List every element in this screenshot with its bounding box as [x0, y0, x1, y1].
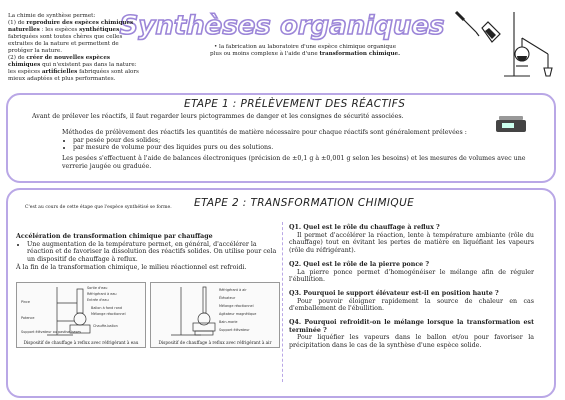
figure-label: Sortie d'eau [87, 286, 108, 290]
list-item: • par pesée pour des solides; [73, 137, 507, 145]
figure-label: Réfrigérant à eau [87, 292, 117, 296]
reflux-water-figure [16, 282, 146, 348]
step2-heading: Accélération de transformation chimique par chauffage [16, 233, 213, 240]
figure-label: Ballon à fond rond [91, 306, 123, 310]
figure-label: Chauffe-ballon [93, 324, 118, 328]
figure-label: Support élévateur [219, 328, 250, 332]
qa-list [289, 224, 534, 350]
list-item: • par mesure de volume pour des liquides purs ou des solutions. [73, 144, 507, 152]
step1-methods [62, 129, 507, 152]
figure-label: Agitateur magnétique [219, 312, 257, 316]
figure-label: Réfrigérant à air [219, 288, 247, 292]
reflux-water-diagram [17, 283, 145, 339]
intro-left [8, 13, 148, 83]
figure-label: Pince [21, 300, 31, 304]
step2-title: ETAPE 2 : TRANSFORMATION CHIMIQUE [190, 197, 418, 209]
intro-line: les espèces artificielles fabriquées sont alors [8, 69, 139, 75]
column-divider [282, 222, 284, 382]
answer: Pour liquéfier les vapeurs dans le ballon et/ou pour favoriser la précipitation dans le cas de la synthèse d'une espèce solide. [289, 334, 534, 350]
intro-line: fabriquées sont toutes ch̃ères que celles [8, 34, 123, 40]
figure-caption: Dispositif de chauffage à reflux avec réfrigérant à eau [23, 340, 139, 345]
figure-caption: Dispositif de chauffage à reflux avec réfrigérant à air [158, 340, 272, 345]
step2-note: C'est au cours de cette étape que l'espèce synthétisé se forme. [25, 205, 172, 210]
step1-measures-text: Les pesées s'effectuent à l'aide de balances électroniques (précision de ±0,1 g à ±0,001 g selon les besoins) et les mesures de volumes avec une [62, 155, 526, 162]
intro-line: protéger la nature. [8, 48, 62, 54]
distillation-apparatus-icon [500, 10, 560, 82]
step1-measures-text: verrerie jaugée ou graduée. [62, 162, 152, 170]
question: Q4. Pourquoi refroidit-on le mélange lorsque la transformation est terminée ? [289, 319, 534, 334]
step2-end-text: À la fin de la transformation chimique, le milieu réactionnel est refroidi. [16, 263, 247, 271]
figure-label: Bain-marie [219, 320, 238, 324]
question: Q1. Quel est le rôle du chauffage à reflux ? [289, 224, 440, 231]
reflux-air-diagram [151, 283, 279, 339]
intro-line: naturelles : les espèces synthétiques [8, 27, 120, 33]
answer: Il permet d'accélérer la réaction, lente à température ambiante (rôle du chauffage) tout en évitant les pertes de matière en liquéfiant les vapeurs (rôle du réfrigérant). [289, 231, 534, 255]
test-tube-pipette-icon [452, 6, 502, 50]
figure-label: Support élévateur ou pastise bases [21, 330, 82, 334]
question: Q3. Pourquoi le support élévateur est-il en position haute ? [289, 289, 499, 297]
figure-label: Potence [21, 316, 35, 320]
intro-line: (1) de reproduire des espèces chimiques [8, 20, 134, 26]
figure-label: Élévateur [219, 296, 236, 300]
answer: La pierre ponce permet d'homogénéiser le mélange afin de réguler l'ébullition. [289, 268, 534, 284]
reflux-air-figure [150, 282, 280, 348]
intro-line: mieux adaptées et plus performantes. [8, 76, 116, 82]
answer: Pour pouvoir éloigner rapidement la source de chaleur en cas d'emballement de l'ébullition. [289, 297, 534, 313]
intro-line: plus ou moins complexe à l'aide d'une transformation chimique. [209, 51, 401, 57]
figure-label: Mélange réactionnel [219, 304, 254, 308]
list-item: • Une augmentation de la température permet, en général, d'accélérer la réaction et de favoriser la dissolution des réactifs solides. On utilise pour cela un dispositif de chauffage à reflux. [27, 241, 278, 264]
step2-left [16, 233, 278, 272]
step1-methods-text: Méthodes de prélèvement des réactifs les quantités de matière nécessaire pour chaque réactifs sont généralement prélevées : [62, 129, 467, 136]
intro-line: chimiques qui n'existent pas dans la nature: [8, 62, 137, 68]
intro-line: extraites de la nature et permettent de [8, 41, 119, 47]
step1-intro: Avant de prélever les réactifs, il faut regarder leurs pictogrammes de danger et les consignes de sécurité associées. [32, 113, 404, 120]
intro-right [205, 44, 405, 58]
question: Q2. Quel est le rôle de la pierre ponce ? [289, 260, 430, 268]
step1-title: ETAPE 1 : PRÉLÈVEMENT DES RÉACTIFS [180, 98, 409, 110]
intro-line: • la fabrication au laboratoire d'une espèce chimique organique [213, 44, 397, 50]
intro-line: La chimie de synthèse permet: [8, 13, 96, 19]
page-title-text: Synthèses organiques [119, 11, 445, 41]
step1-measures [62, 155, 537, 170]
figure-label: Mélange réactionnel [91, 312, 126, 316]
figure-label: Entrée d'eau [87, 298, 109, 302]
page-title [119, 8, 445, 42]
intro-line: (2) de créer de nouvelles espèces [8, 55, 111, 61]
